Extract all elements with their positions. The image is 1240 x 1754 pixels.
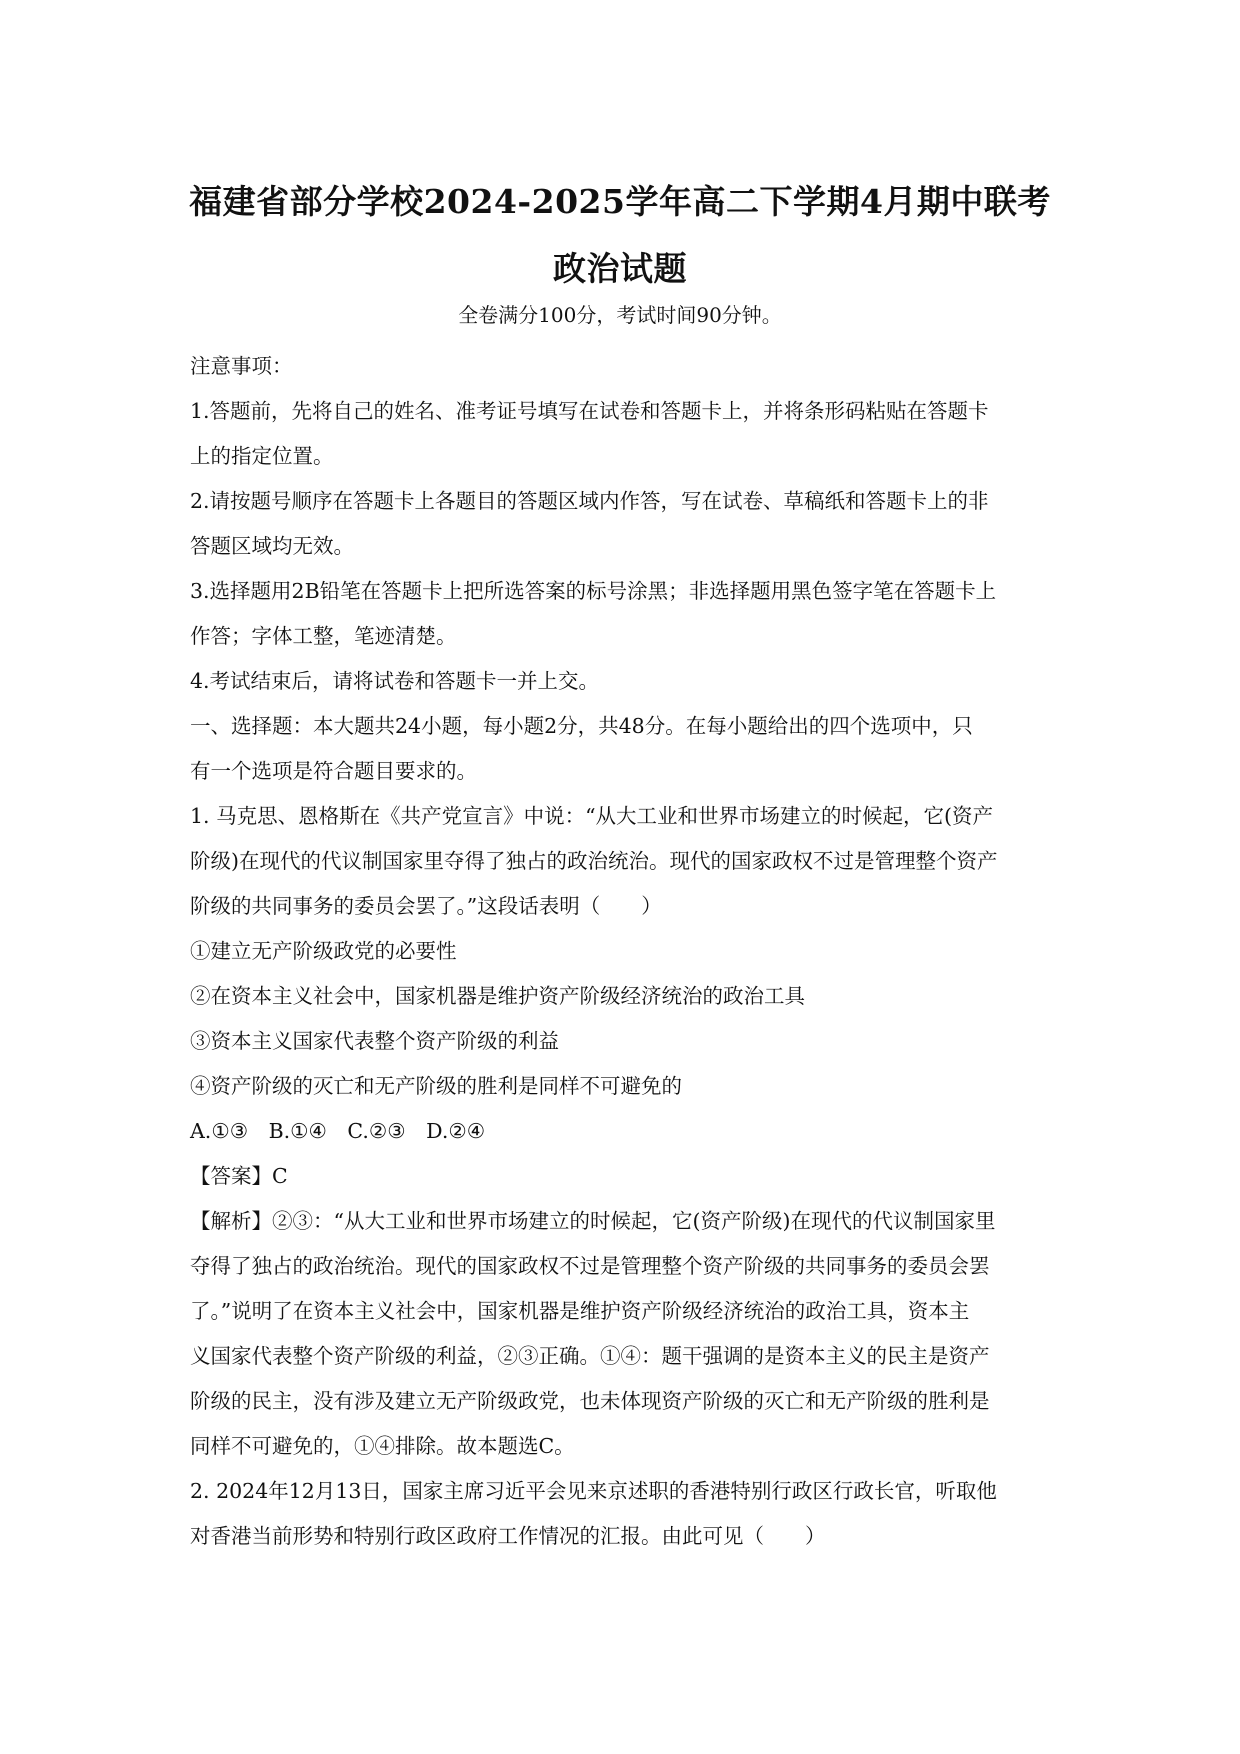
question-1-statement: ①建立无产阶级政党的必要性 bbox=[190, 939, 457, 963]
question-1-stem: 1. 马克思、恩格斯在《共产党宣言》中说：“从大工业和世界市场建立的时候起，它(资产 阶级)在现代的代议制国家里夺得了独占的政治统治。现代的国家政权不过是管理整个资产 阶级的共同事务的委员会罢了。”这段话表明（ ） bbox=[190, 804, 998, 918]
question-1-options: A.①③ B.①④ C.②③ D.②④ bbox=[190, 1119, 486, 1143]
notice-item-2: 2.请按题号顺序在答题卡上各题目的答题区域内作答，写在试卷、草稿纸和答题卡上的非 答题区域均无效。 bbox=[190, 489, 989, 558]
exam-title: 福建省部分学校2024-2025学年高二下学期4月期中联考 bbox=[189, 182, 1051, 221]
question-1-statement: ③资本主义国家代表整个资产阶级的利益 bbox=[190, 1029, 559, 1053]
question-1-answer: 【答案】C bbox=[190, 1164, 288, 1188]
notice-heading: 注意事项： bbox=[190, 354, 293, 378]
exam-body bbox=[190, 344, 1060, 1559]
question-1-analysis: 【解析】②③：“从大工业和世界市场建立的时候起，它(资产阶级)在现代的代议制国家里 夺得了独占的政治统治。现代的国家政权不过是管理整个资产阶级的共同事务的委员会罢 了。”说明了在资本主义社会中，国家机器是维护资产阶级经济统治的政治工具，资本主 义国家代表整个资产阶级的利益，②③正确。①④：题干强调的是资本主义的民主是资产 阶级的民主，没有涉及建立无产阶级政党，也未体现资产阶级的灭亡和无产阶级的胜利是 同样不可避免的，①④排除。故本题选C。 bbox=[190, 1209, 996, 1458]
notice-item-1: 1.答题前，先将自己的姓名、准考证号填写在试卷和答题卡上，并将条形码粘贴在答题卡 上的指定位置。 bbox=[190, 399, 989, 468]
exam-info: 全卷满分100分，考试时间90分钟。 bbox=[458, 303, 782, 327]
section-intro: 一、选择题：本大题共24小题，每小题2分，共48分。在每小题给出的四个选项中，只 有一个选项是符合题目要求的。 bbox=[190, 714, 973, 783]
question-2-stem: 2. 2024年12月13日，国家主席习近平会见来京述职的香港特别行政区行政长官，听取他 对香港当前形势和特别行政区政府工作情况的汇报。由此可见（ ） bbox=[190, 1479, 997, 1548]
question-1-statement: ②在资本主义社会中，国家机器是维护资产阶级经济统治的政治工具 bbox=[190, 984, 805, 1008]
notice-item-3: 3.选择题用2B铅笔在答题卡上把所选答案的标号涂黑；非选择题用黑色签字笔在答题卡上 作答；字体工整，笔迹清楚。 bbox=[190, 579, 997, 648]
notice-item-4: 4.考试结束后，请将试卷和答题卡一并上交。 bbox=[190, 669, 600, 693]
exam-subject-title: 政治试题 bbox=[553, 249, 687, 288]
question-1-statement: ④资产阶级的灭亡和无产阶级的胜利是同样不可避免的 bbox=[190, 1074, 682, 1098]
